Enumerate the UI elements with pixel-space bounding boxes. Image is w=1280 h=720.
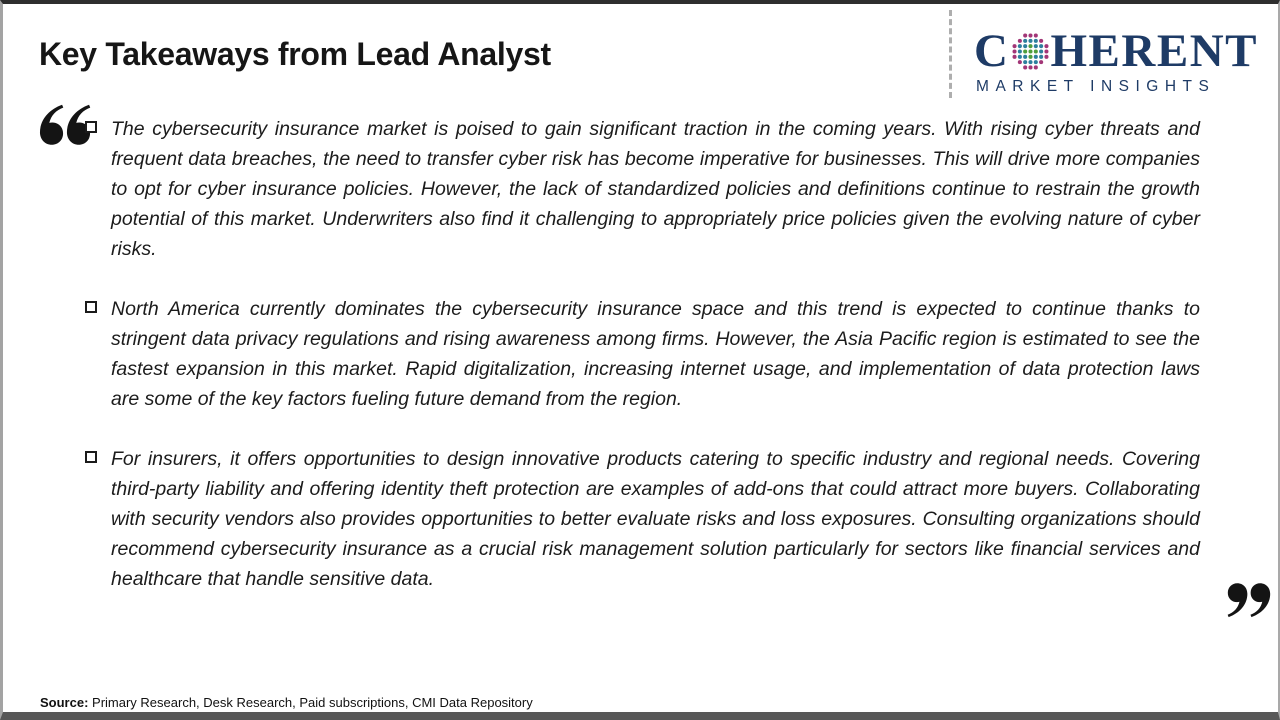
checkbox-bullet-icon bbox=[85, 121, 97, 133]
takeaway-text: North America currently dominates the cybersecurity insurance space and this trend is expected to continue thanks to stringent data privacy regulations and rising awareness among firms. However, the Asia Pacific region is estimated to see the fastest expansion in this market. Rapid digitalization, increasing internet usage, and implementation of data protection laws are some of the key factors fueling future demand from the region. bbox=[111, 298, 1200, 410]
logo-wordmark bbox=[974, 25, 1258, 77]
logo-letters-rest: HERENT bbox=[1050, 25, 1258, 77]
checkbox-bullet-icon bbox=[85, 301, 97, 313]
source-label: Source: bbox=[40, 695, 89, 710]
open-quote-icon bbox=[39, 103, 91, 147]
source-note bbox=[40, 695, 533, 710]
list-item bbox=[111, 114, 1200, 264]
takeaways-list bbox=[111, 114, 1200, 594]
takeaway-text: The cybersecurity insurance market is poised to gain significant traction in the coming years. With rising cyber threats and frequent data breaches, the need to transfer cyber risk has become imperative for businesses. This will drive more companies to opt for cyber insurance policies. However, the lack of standardized policies and definitions continue to restrain the growth potential of this market. Underwriters also find it challenging to appropriately price policies given the evolving nature of cyber risks. bbox=[111, 118, 1200, 260]
takeaway-text: For insurers, it offers opportunities to design innovative products catering to specific industry and regional needs. Covering third-party liability and offering identity theft protection are examples of add-ons that could attract more buyers. Collaborating with security vendors also provides opportunities to better evaluate risks and loss exposures. Consulting organizations should recommend cybersecurity insurance as a crucial risk management solution particularly for sectors like financial services and healthcare that handle sensitive data. bbox=[111, 448, 1200, 590]
close-quote-icon bbox=[1227, 581, 1271, 619]
logo-separator-dashed-line bbox=[949, 10, 952, 98]
source-text: Primary Research, Desk Research, Paid subscriptions, CMI Data Repository bbox=[88, 695, 533, 710]
logo-subtitle: MARKET INSIGHTS bbox=[976, 78, 1216, 95]
checkbox-bullet-icon bbox=[85, 451, 97, 463]
list-item bbox=[111, 444, 1200, 594]
list-item bbox=[111, 294, 1200, 414]
company-logo bbox=[974, 25, 1258, 96]
globe-dots-icon bbox=[1011, 32, 1050, 71]
page-title: Key Takeaways from Lead Analyst bbox=[39, 36, 551, 72]
logo-letter-c: C bbox=[974, 25, 1010, 77]
